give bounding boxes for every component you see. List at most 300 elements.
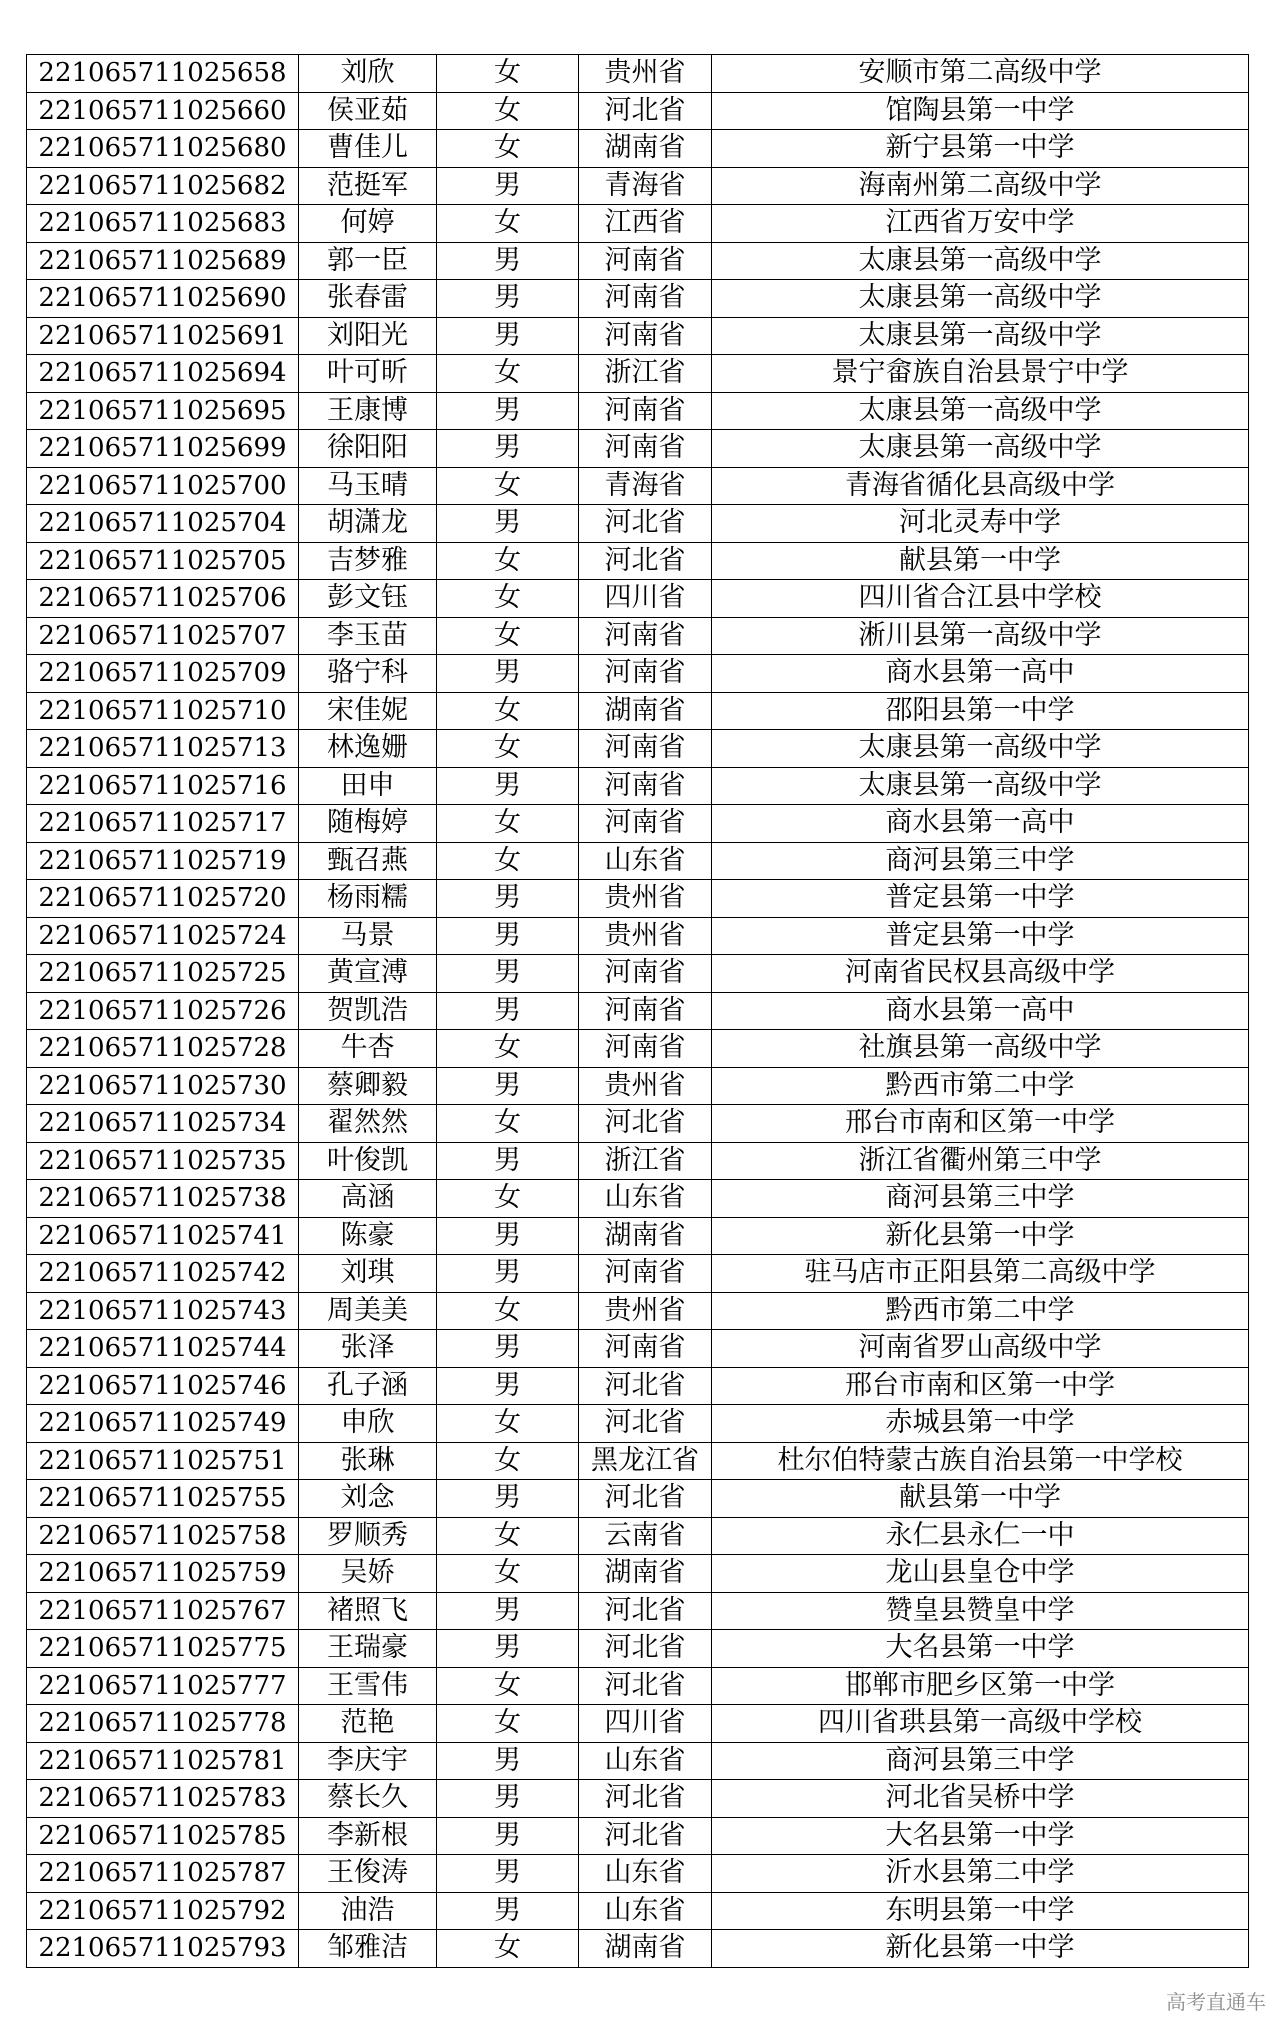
table-row (27, 580, 1249, 618)
school-cell: 太康县第一高级中学 (712, 430, 1249, 468)
name-cell: 申欣 (299, 1405, 437, 1443)
gender-cell: 男 (437, 1330, 579, 1368)
exam-id-cell: 221065711025700 (27, 467, 299, 505)
gender-cell: 女 (437, 805, 579, 843)
table-row (27, 280, 1249, 318)
province-cell: 河南省 (579, 992, 712, 1030)
gender-cell: 男 (437, 167, 579, 205)
school-cell: 大名县第一中学 (712, 1630, 1249, 1668)
table-row (27, 805, 1249, 843)
exam-id-cell: 221065711025720 (27, 880, 299, 918)
name-cell: 侯亚茹 (299, 92, 437, 130)
province-cell: 河北省 (579, 1592, 712, 1630)
table-row (27, 505, 1249, 543)
school-cell: 赞皇县赞皇中学 (712, 1592, 1249, 1630)
exam-id-cell: 221065711025705 (27, 542, 299, 580)
table-row (27, 917, 1249, 955)
exam-id-cell: 221065711025793 (27, 1930, 299, 1968)
exam-id-cell: 221065711025730 (27, 1067, 299, 1105)
name-cell: 林逸姗 (299, 730, 437, 768)
province-cell: 河南省 (579, 655, 712, 693)
province-cell: 贵州省 (579, 880, 712, 918)
table-row (27, 205, 1249, 243)
school-cell: 邯郸市肥乡区第一中学 (712, 1667, 1249, 1705)
province-cell: 河南省 (579, 430, 712, 468)
exam-id-cell: 221065711025707 (27, 617, 299, 655)
table-row (27, 767, 1249, 805)
province-cell: 山东省 (579, 842, 712, 880)
gender-cell: 男 (437, 1780, 579, 1818)
exam-id-cell: 221065711025777 (27, 1667, 299, 1705)
table-row (27, 1855, 1249, 1893)
name-cell: 吉梦雅 (299, 542, 437, 580)
gender-cell: 女 (437, 467, 579, 505)
table-row (27, 617, 1249, 655)
gender-cell: 男 (437, 955, 579, 993)
gender-cell: 女 (437, 1105, 579, 1143)
gender-cell: 男 (437, 1592, 579, 1630)
gender-cell: 男 (437, 880, 579, 918)
exam-id-cell: 221065711025710 (27, 692, 299, 730)
name-cell: 马景 (299, 917, 437, 955)
province-cell: 河北省 (579, 1630, 712, 1668)
table-row (27, 1480, 1249, 1518)
name-cell: 杨雨糯 (299, 880, 437, 918)
table-row (27, 317, 1249, 355)
exam-id-cell: 221065711025682 (27, 167, 299, 205)
table-row (27, 467, 1249, 505)
name-cell: 叶可昕 (299, 355, 437, 393)
school-cell: 黔西市第二中学 (712, 1292, 1249, 1330)
table-row (27, 1667, 1249, 1705)
school-cell: 赤城县第一中学 (712, 1405, 1249, 1443)
name-cell: 甄召燕 (299, 842, 437, 880)
table-row (27, 542, 1249, 580)
table-row (27, 242, 1249, 280)
gender-cell: 女 (437, 1405, 579, 1443)
school-cell: 太康县第一高级中学 (712, 767, 1249, 805)
table-row (27, 355, 1249, 393)
name-cell: 张春雷 (299, 280, 437, 318)
gender-cell: 女 (437, 130, 579, 168)
school-cell: 商河县第三中学 (712, 1180, 1249, 1218)
roster-body (27, 55, 1249, 1968)
name-cell: 曹佳儿 (299, 130, 437, 168)
province-cell: 山东省 (579, 1180, 712, 1218)
gender-cell: 女 (437, 1517, 579, 1555)
gender-cell: 女 (437, 92, 579, 130)
table-row (27, 730, 1249, 768)
gender-cell: 男 (437, 1255, 579, 1293)
province-cell: 贵州省 (579, 917, 712, 955)
table-row (27, 1067, 1249, 1105)
province-cell: 四川省 (579, 1705, 712, 1743)
gender-cell: 男 (437, 655, 579, 693)
gender-cell: 女 (437, 55, 579, 93)
gender-cell: 男 (437, 1217, 579, 1255)
name-cell: 周美美 (299, 1292, 437, 1330)
gender-cell: 男 (437, 505, 579, 543)
province-cell: 河南省 (579, 1255, 712, 1293)
gender-cell: 女 (437, 580, 579, 618)
school-cell: 邢台市南和区第一中学 (712, 1105, 1249, 1143)
name-cell: 罗顺秀 (299, 1517, 437, 1555)
province-cell: 湖南省 (579, 692, 712, 730)
table-row (27, 1742, 1249, 1780)
gender-cell: 男 (437, 242, 579, 280)
school-cell: 安顺市第二高级中学 (712, 55, 1249, 93)
table-row (27, 1292, 1249, 1330)
school-cell: 普定县第一中学 (712, 880, 1249, 918)
province-cell: 河北省 (579, 1667, 712, 1705)
gender-cell: 男 (437, 1367, 579, 1405)
table-row (27, 655, 1249, 693)
province-cell: 河南省 (579, 1330, 712, 1368)
exam-id-cell: 221065711025691 (27, 317, 299, 355)
exam-id-cell: 221065711025658 (27, 55, 299, 93)
school-cell: 邢台市南和区第一中学 (712, 1367, 1249, 1405)
name-cell: 蔡卿毅 (299, 1067, 437, 1105)
gender-cell: 男 (437, 917, 579, 955)
name-cell: 胡潇龙 (299, 505, 437, 543)
school-cell: 太康县第一高级中学 (712, 317, 1249, 355)
gender-cell: 男 (437, 1817, 579, 1855)
gender-cell: 女 (437, 1705, 579, 1743)
name-cell: 李玉苗 (299, 617, 437, 655)
table-row (27, 92, 1249, 130)
school-cell: 太康县第一高级中学 (712, 392, 1249, 430)
gender-cell: 女 (437, 355, 579, 393)
table-row (27, 430, 1249, 468)
province-cell: 山东省 (579, 1742, 712, 1780)
exam-id-cell: 221065711025704 (27, 505, 299, 543)
province-cell: 浙江省 (579, 355, 712, 393)
school-cell: 商河县第三中学 (712, 842, 1249, 880)
exam-id-cell: 221065711025694 (27, 355, 299, 393)
name-cell: 王俊涛 (299, 1855, 437, 1893)
exam-id-cell: 221065711025706 (27, 580, 299, 618)
name-cell: 叶俊凯 (299, 1142, 437, 1180)
province-cell: 河南省 (579, 617, 712, 655)
name-cell: 油浩 (299, 1892, 437, 1930)
school-cell: 青海省循化县高级中学 (712, 467, 1249, 505)
school-cell: 社旗县第一高级中学 (712, 1030, 1249, 1068)
exam-id-cell: 221065711025716 (27, 767, 299, 805)
school-cell: 新宁县第一中学 (712, 130, 1249, 168)
exam-id-cell: 221065711025746 (27, 1367, 299, 1405)
name-cell: 范挺军 (299, 167, 437, 205)
school-cell: 驻马店市正阳县第二高级中学 (712, 1255, 1249, 1293)
student-roster-table (26, 54, 1249, 1968)
school-cell: 普定县第一中学 (712, 917, 1249, 955)
name-cell: 骆宁科 (299, 655, 437, 693)
province-cell: 湖南省 (579, 1217, 712, 1255)
province-cell: 河北省 (579, 1817, 712, 1855)
school-cell: 龙山县皇仓中学 (712, 1555, 1249, 1593)
name-cell: 褚照飞 (299, 1592, 437, 1630)
name-cell: 彭文钰 (299, 580, 437, 618)
school-cell: 商水县第一高中 (712, 655, 1249, 693)
gender-cell: 男 (437, 1892, 579, 1930)
name-cell: 李新根 (299, 1817, 437, 1855)
table-row (27, 1592, 1249, 1630)
school-cell: 馆陶县第一中学 (712, 92, 1249, 130)
school-cell: 淅川县第一高级中学 (712, 617, 1249, 655)
table-row (27, 1255, 1249, 1293)
school-cell: 河南省民权县高级中学 (712, 955, 1249, 993)
name-cell: 刘阳光 (299, 317, 437, 355)
province-cell: 河南省 (579, 1030, 712, 1068)
province-cell: 河南省 (579, 242, 712, 280)
exam-id-cell: 221065711025778 (27, 1705, 299, 1743)
gender-cell: 女 (437, 1292, 579, 1330)
province-cell: 河北省 (579, 92, 712, 130)
exam-id-cell: 221065711025742 (27, 1255, 299, 1293)
school-cell: 献县第一中学 (712, 542, 1249, 580)
table-row (27, 1367, 1249, 1405)
exam-id-cell: 221065711025699 (27, 430, 299, 468)
province-cell: 河北省 (579, 542, 712, 580)
table-row (27, 1780, 1249, 1818)
table-row (27, 55, 1249, 93)
table-row (27, 392, 1249, 430)
exam-id-cell: 221065711025735 (27, 1142, 299, 1180)
gender-cell: 男 (437, 280, 579, 318)
name-cell: 牛杏 (299, 1030, 437, 1068)
exam-id-cell: 221065711025781 (27, 1742, 299, 1780)
gender-cell: 女 (437, 542, 579, 580)
province-cell: 河南省 (579, 392, 712, 430)
gender-cell: 男 (437, 1855, 579, 1893)
province-cell: 浙江省 (579, 1142, 712, 1180)
watermark-text: 高考直通车 (1166, 1990, 1266, 2014)
table-row (27, 1817, 1249, 1855)
exam-id-cell: 221065711025709 (27, 655, 299, 693)
exam-id-cell: 221065711025717 (27, 805, 299, 843)
school-cell: 河南省罗山高级中学 (712, 1330, 1249, 1368)
gender-cell: 男 (437, 1142, 579, 1180)
province-cell: 河北省 (579, 505, 712, 543)
table-row (27, 1142, 1249, 1180)
name-cell: 黄宣溥 (299, 955, 437, 993)
roster-sheet (26, 54, 1248, 1968)
gender-cell: 男 (437, 430, 579, 468)
name-cell: 何婷 (299, 205, 437, 243)
name-cell: 徐阳阳 (299, 430, 437, 468)
gender-cell: 男 (437, 992, 579, 1030)
province-cell: 贵州省 (579, 1292, 712, 1330)
exam-id-cell: 221065711025758 (27, 1517, 299, 1555)
exam-id-cell: 221065711025734 (27, 1105, 299, 1143)
school-cell: 四川省珙县第一高级中学校 (712, 1705, 1249, 1743)
gender-cell: 女 (437, 730, 579, 768)
gender-cell: 男 (437, 1480, 579, 1518)
province-cell: 湖南省 (579, 1930, 712, 1968)
exam-id-cell: 221065711025719 (27, 842, 299, 880)
name-cell: 刘欣 (299, 55, 437, 93)
name-cell: 邹雅洁 (299, 1930, 437, 1968)
table-row (27, 1630, 1249, 1668)
name-cell: 范艳 (299, 1705, 437, 1743)
gender-cell: 女 (437, 617, 579, 655)
exam-id-cell: 221065711025690 (27, 280, 299, 318)
name-cell: 随梅婷 (299, 805, 437, 843)
province-cell: 河北省 (579, 1480, 712, 1518)
school-cell: 杜尔伯特蒙古族自治县第一中学校 (712, 1442, 1249, 1480)
table-row (27, 167, 1249, 205)
name-cell: 宋佳妮 (299, 692, 437, 730)
name-cell: 蔡长久 (299, 1780, 437, 1818)
province-cell: 河北省 (579, 1780, 712, 1818)
exam-id-cell: 221065711025775 (27, 1630, 299, 1668)
table-row (27, 1892, 1249, 1930)
exam-id-cell: 221065711025738 (27, 1180, 299, 1218)
table-row (27, 1442, 1249, 1480)
table-row (27, 880, 1249, 918)
exam-id-cell: 221065711025743 (27, 1292, 299, 1330)
table-row (27, 1030, 1249, 1068)
school-cell: 永仁县永仁一中 (712, 1517, 1249, 1555)
exam-id-cell: 221065711025767 (27, 1592, 299, 1630)
province-cell: 贵州省 (579, 55, 712, 93)
exam-id-cell: 221065711025744 (27, 1330, 299, 1368)
province-cell: 云南省 (579, 1517, 712, 1555)
exam-id-cell: 221065711025755 (27, 1480, 299, 1518)
name-cell: 翟然然 (299, 1105, 437, 1143)
name-cell: 王瑞豪 (299, 1630, 437, 1668)
school-cell: 大名县第一中学 (712, 1817, 1249, 1855)
gender-cell: 女 (437, 1030, 579, 1068)
province-cell: 湖南省 (579, 1555, 712, 1593)
school-cell: 江西省万安中学 (712, 205, 1249, 243)
name-cell: 贺凯浩 (299, 992, 437, 1030)
name-cell: 张泽 (299, 1330, 437, 1368)
name-cell: 王康博 (299, 392, 437, 430)
school-cell: 河北省吴桥中学 (712, 1780, 1249, 1818)
exam-id-cell: 221065711025749 (27, 1405, 299, 1443)
gender-cell: 男 (437, 1067, 579, 1105)
exam-id-cell: 221065711025787 (27, 1855, 299, 1893)
school-cell: 邵阳县第一中学 (712, 692, 1249, 730)
name-cell: 李庆宇 (299, 1742, 437, 1780)
name-cell: 张琳 (299, 1442, 437, 1480)
exam-id-cell: 221065711025726 (27, 992, 299, 1030)
gender-cell: 女 (437, 1180, 579, 1218)
table-row (27, 1217, 1249, 1255)
name-cell: 吴娇 (299, 1555, 437, 1593)
school-cell: 太康县第一高级中学 (712, 280, 1249, 318)
gender-cell: 女 (437, 1667, 579, 1705)
gender-cell: 女 (437, 1930, 579, 1968)
school-cell: 献县第一中学 (712, 1480, 1249, 1518)
province-cell: 河北省 (579, 1367, 712, 1405)
school-cell: 太康县第一高级中学 (712, 242, 1249, 280)
table-row (27, 1330, 1249, 1368)
table-row (27, 1705, 1249, 1743)
exam-id-cell: 221065711025695 (27, 392, 299, 430)
school-cell: 黔西市第二中学 (712, 1067, 1249, 1105)
name-cell: 刘念 (299, 1480, 437, 1518)
province-cell: 青海省 (579, 467, 712, 505)
gender-cell: 男 (437, 317, 579, 355)
school-cell: 河北灵寿中学 (712, 505, 1249, 543)
province-cell: 河北省 (579, 1105, 712, 1143)
gender-cell: 女 (437, 1555, 579, 1593)
province-cell: 山东省 (579, 1892, 712, 1930)
province-cell: 河南省 (579, 955, 712, 993)
school-cell: 海南州第二高级中学 (712, 167, 1249, 205)
gender-cell: 女 (437, 842, 579, 880)
name-cell: 郭一臣 (299, 242, 437, 280)
province-cell: 河南省 (579, 317, 712, 355)
gender-cell: 女 (437, 205, 579, 243)
province-cell: 湖南省 (579, 130, 712, 168)
exam-id-cell: 221065711025783 (27, 1780, 299, 1818)
table-row (27, 692, 1249, 730)
table-row (27, 992, 1249, 1030)
gender-cell: 男 (437, 1630, 579, 1668)
exam-id-cell: 221065711025728 (27, 1030, 299, 1068)
gender-cell: 女 (437, 1442, 579, 1480)
province-cell: 四川省 (579, 580, 712, 618)
school-cell: 商水县第一高中 (712, 992, 1249, 1030)
exam-id-cell: 221065711025759 (27, 1555, 299, 1593)
gender-cell: 男 (437, 392, 579, 430)
province-cell: 江西省 (579, 205, 712, 243)
school-cell: 浙江省衢州第三中学 (712, 1142, 1249, 1180)
name-cell: 孔子涵 (299, 1367, 437, 1405)
school-cell: 新化县第一中学 (712, 1930, 1249, 1968)
exam-id-cell: 221065711025680 (27, 130, 299, 168)
table-row (27, 1405, 1249, 1443)
table-row (27, 130, 1249, 168)
school-cell: 新化县第一中学 (712, 1217, 1249, 1255)
exam-id-cell: 221065711025785 (27, 1817, 299, 1855)
school-cell: 商水县第一高中 (712, 805, 1249, 843)
exam-id-cell: 221065711025713 (27, 730, 299, 768)
table-row (27, 1930, 1249, 1968)
province-cell: 黑龙江省 (579, 1442, 712, 1480)
province-cell: 青海省 (579, 167, 712, 205)
exam-id-cell: 221065711025689 (27, 242, 299, 280)
school-cell: 四川省合江县中学校 (712, 580, 1249, 618)
province-cell: 贵州省 (579, 1067, 712, 1105)
table-row (27, 1555, 1249, 1593)
province-cell: 河南省 (579, 805, 712, 843)
exam-id-cell: 221065711025660 (27, 92, 299, 130)
gender-cell: 男 (437, 1742, 579, 1780)
table-row (27, 842, 1249, 880)
exam-id-cell: 221065711025751 (27, 1442, 299, 1480)
school-cell: 东明县第一中学 (712, 1892, 1249, 1930)
table-row (27, 1517, 1249, 1555)
table-row (27, 1180, 1249, 1218)
table-row (27, 955, 1249, 993)
province-cell: 河南省 (579, 730, 712, 768)
school-cell: 商河县第三中学 (712, 1742, 1249, 1780)
name-cell: 高涵 (299, 1180, 437, 1218)
name-cell: 田申 (299, 767, 437, 805)
school-cell: 景宁畲族自治县景宁中学 (712, 355, 1249, 393)
name-cell: 马玉晴 (299, 467, 437, 505)
name-cell: 王雪伟 (299, 1667, 437, 1705)
exam-id-cell: 221065711025683 (27, 205, 299, 243)
school-cell: 沂水县第二中学 (712, 1855, 1249, 1893)
province-cell: 河北省 (579, 1405, 712, 1443)
exam-id-cell: 221065711025725 (27, 955, 299, 993)
gender-cell: 男 (437, 767, 579, 805)
gender-cell: 女 (437, 692, 579, 730)
